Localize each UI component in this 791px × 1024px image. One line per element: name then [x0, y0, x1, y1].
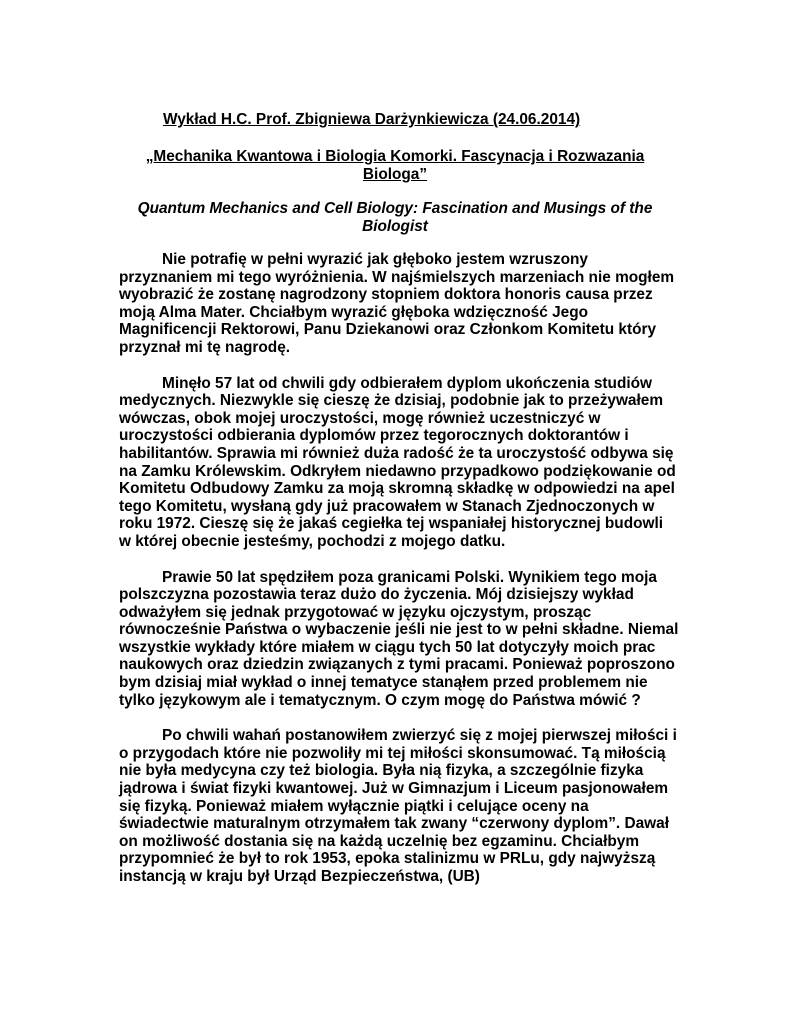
- paragraph: Po chwili wahań postanowiłem zwierzyć się z mojej pierwszej miłości i o przygodach które nie pozwoliły mi tej miłości skonsumować. Tą miłością nie była medycyna czy też biologia. Była nią fizyka, a szczególnie fizyka jądrowa i świat fizyki kwantowej. Już w Gimnazjum i Liceum pasjonowałem się fizyką. Ponieważ miałem wyłącznie piątki i celujące oceny na świadectwie maturalnym otrzymałem tak zwany “czerwony dyplom”. Dawał on możliwość dostania się na każdą uczelnię bez egzaminu. Chciałbym przypomnieć że był to rok 1953, epoka stalinizmu w PRLu, gdy najwyższą instancją w kraju był Urząd Bezpieczeństwa, (UB): [119, 727, 677, 885]
- paragraph: Minęło 57 lat od chwili gdy odbierałem dyplom ukończenia studiów medycznych. Niezwykle się cieszę że dzisiaj, podobnie jak to przeżywałem wówczas, obok mojej uroczystości, mogę również uczestniczyć w uroczystości odbierania dyplomów przez tegorocznych doktorantów i habilitantów. Sprawia mi również duża radość że ta uroczystość odbywa się na Zamku Królewskim. Odkryłem niedawno przypadkowo podziękowanie od Komitetu Odbudowy Zamku za moją skromną składkę w odpowiedzi na apel tego Komitetu, wysłaną gdy już pracowałem w Stanach Zjednoczonych w roku 1972. Cieszę się że jakaś cegiełka tej wspaniałej historycznej budowli w której obecnie jesteśmy, pochodzi z mojego datku.: [119, 374, 676, 550]
- lecture-body: [119, 251, 679, 904]
- lecture-title: Wykład H.C. Prof. Zbigniewa Darżynkiewicza (24.06.2014): [163, 111, 581, 128]
- paragraph: Prawie 50 lat spędziłem poza granicami Polski. Wynikiem tego moja polszczyzna pozostawia teraz dużo do życzenia. Mój dzisiejszy wykład odważyłem się jednak przygotować w języku ojczystym, prosząc równocześnie Państwa o wybaczenie jeśli nie jest to w pełni składne. Niemal wszystkie wykłady które miałem w ciągu tych 50 lat dotyczyły moich prac naukowych oraz dziedzin związanych z tymi pracami. Ponieważ poproszono bym dzisiaj miał wykład o innej tematyce stanąłem przed problemem nie tylko językowym ale i tematycznym. O czym mogę do Państwa mówić ?: [119, 568, 679, 709]
- polish-subtitle: „Mechanika Kwantowa i Biologia Komorki. Fascynacja i Rozwazania Biologa”: [145, 148, 645, 183]
- english-subtitle: Quantum Mechanics and Cell Biology: Fascination and Musings of the Biologist: [137, 200, 653, 235]
- paragraph: Nie potrafię w pełni wyrazić jak głęboko jestem wzruszony przyznaniem mi tego wyróżnienia. W najśmielszych marzeniach nie mogłem wyobrazić że zostanę nagrodzony stopniem doktora honoris causa przez moją Alma Mater. Chciałbym wyrazić głęboka wdzięczność Jego Magnificencji Rektorowi, Panu Dziekanowi oraz Członkom Komitetu który przyznał mi tę nagrodę.: [119, 251, 675, 356]
